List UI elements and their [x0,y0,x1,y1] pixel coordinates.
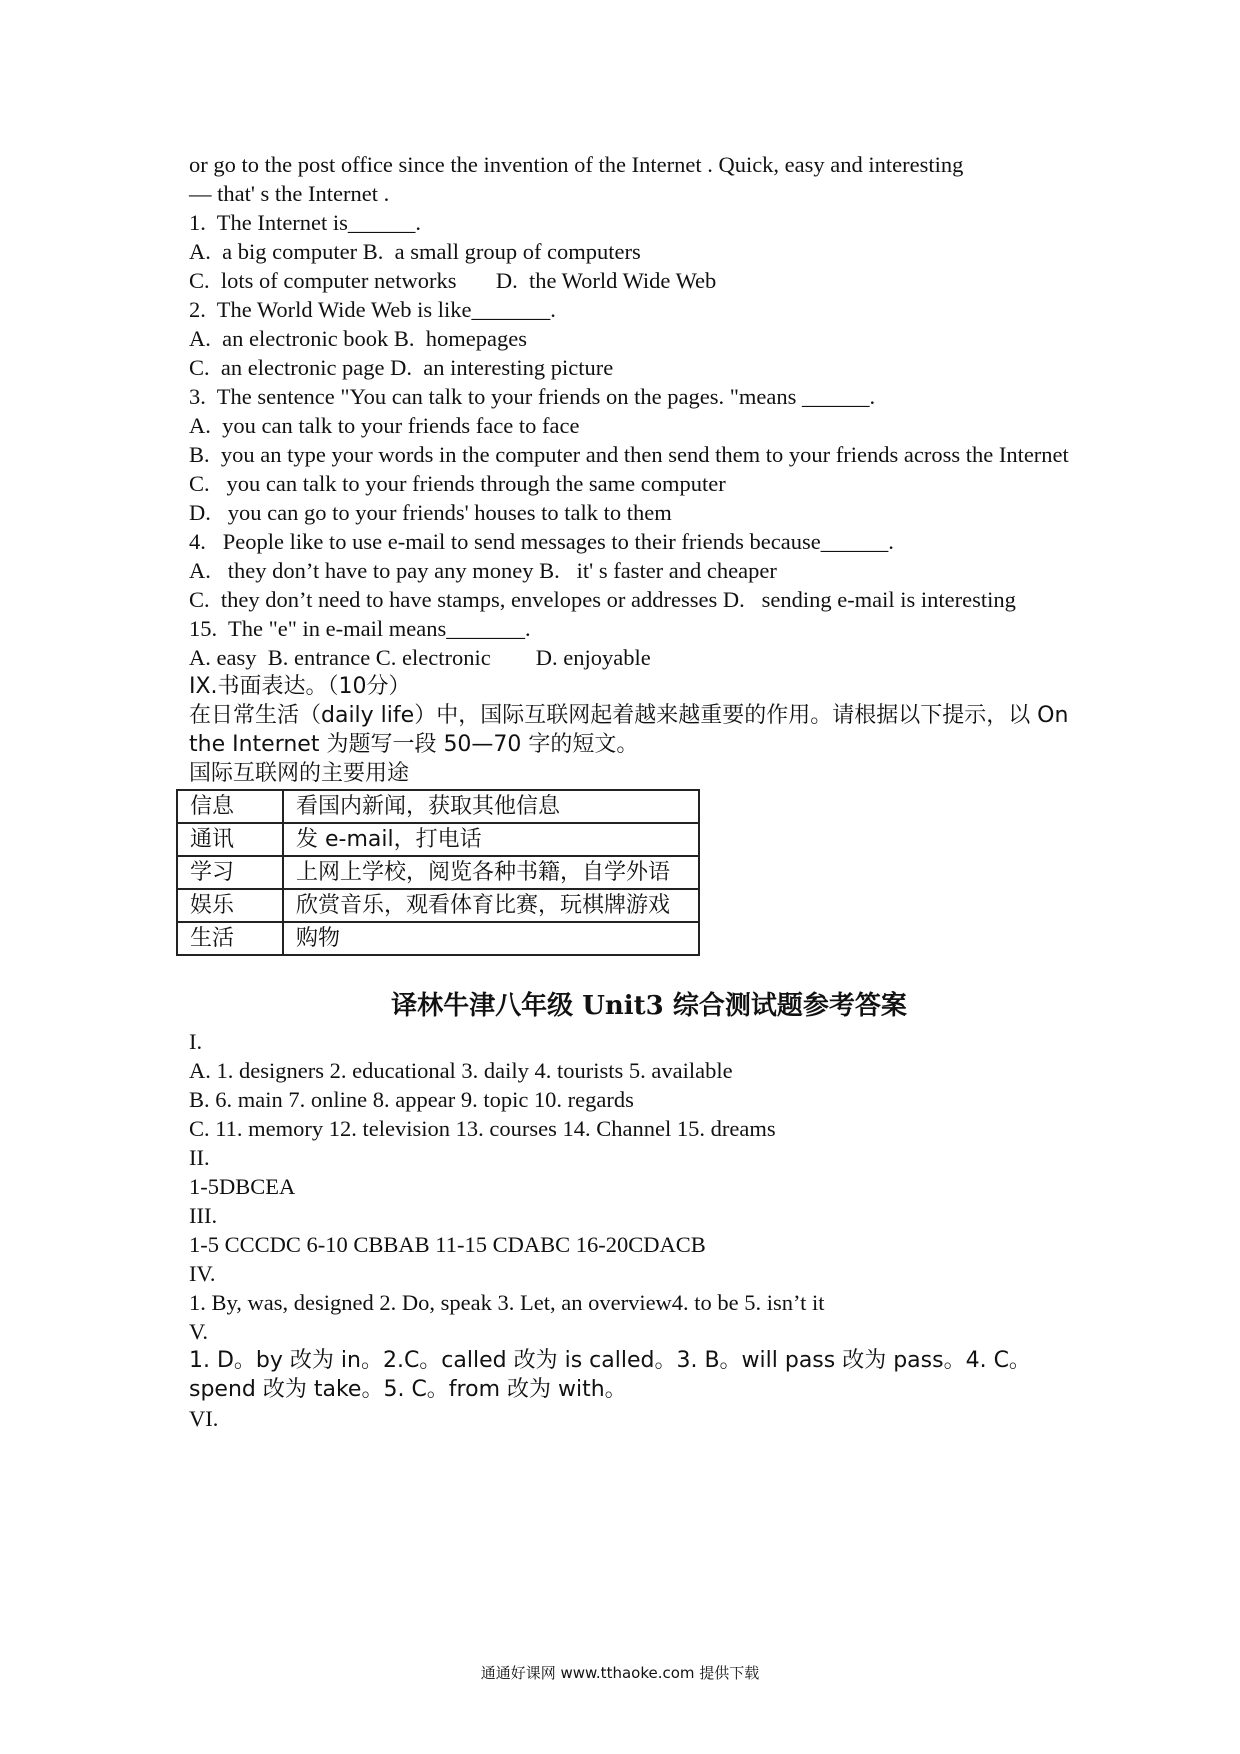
reading-questions [189,208,1069,672]
table-row [177,823,699,856]
passage-line: or go to the post office since the invention of the Internet . Quick, easy and interesting [189,152,964,177]
answer-line: A. 1. designers 2. educational 3. daily 4. tourists 5. available [189,1058,733,1083]
answer-line: V. [189,1319,208,1344]
table-row [177,856,699,889]
question-line: A. a big computer B. a small group of computers [189,239,641,264]
question-line: 2. The World Wide Web is like_______. [189,297,556,322]
table-cell-category: 学习 [177,856,283,889]
table-cell-category: 通讯 [177,823,283,856]
answer-line: B. 6. main 7. online 8. appear 9. topic 10. regards [189,1087,634,1112]
question-line: C. they don’t need to have stamps, envelopes or addresses D. sending e-mail is interesting [189,587,1016,612]
question-line: A. you can talk to your friends face to face [189,413,580,438]
table-row [177,790,699,823]
question-line: A. an electronic book B. homepages [189,326,528,351]
question-line: 4. People like to use e-mail to send messages to their friends because______. [189,529,894,554]
passage-line: — that' s the Internet . [189,181,390,206]
answer-key-title: 译林牛津八年级 Unit3 综合测试题参考答案 [391,991,907,1021]
table-row [177,922,699,955]
question-line: B. you an type your words in the computer and then send them to your friends across the Internet [189,442,1069,467]
writing-section [189,672,1076,956]
answer-key [189,1027,1069,1433]
question-line: 3. The sentence "You can talk to your friends on the pages. "means ______. [189,384,876,409]
table-cell-detail: 看国内新闻，获取其他信息 [283,790,699,823]
answer-line: 1. D。by 改为 in。2.C。called 改为 is called。3. B。will pass 改为 pass。4. C。spend 改为 take。5. C。from 改为 with。 [189,1348,1031,1402]
answer-line: I. [189,1029,203,1054]
question-line: C. you can talk to your friends through the same computer [189,471,726,496]
writing-prompt: 在日常生活（daily life）中，国际互联网起着越来越重要的作用。请根据以下提示，以 On the Internet 为题写一段 50—70 字的短文。 [189,703,1076,757]
table-row [177,889,699,922]
question-line: 1. The Internet is______. [189,210,422,235]
question-line: A. easy B. entrance C. electronic D. enjoyable [189,645,651,670]
question-line: C. an electronic page D. an interesting picture [189,355,614,380]
answer-line: 1-5DBCEA [189,1174,296,1199]
answer-line: VI. [189,1406,219,1431]
page-footer: 通通好课网 www.tthaoke.com 提供下载 [480,1664,760,1682]
table-cell-detail: 发 e-mail，打电话 [283,823,699,856]
answer-line: 1-5 CCCDC 6-10 CBBAB 11-15 CDABC 16-20CDACB [189,1232,706,1257]
table-cell-category: 娱乐 [177,889,283,922]
question-line: 15. The "e" in e-mail means_______. [189,616,531,641]
answer-line: C. 11. memory 12. television 13. courses 14. Channel 15. dreams [189,1116,776,1141]
section-heading: IX.书面表达。（10分） [189,674,411,699]
answer-line: IV. [189,1261,216,1286]
table-cell-detail: 上网上学校，阅览各种书籍，自学外语 [283,856,699,889]
answer-line: II. [189,1145,210,1170]
table-caption: 国际互联网的主要用途 [189,761,410,786]
answer-line: III. [189,1203,218,1228]
document-body [189,150,1076,1433]
question-line: C. lots of computer networks D. the World Wide Web [189,268,717,293]
table-cell-detail: 购物 [283,922,699,955]
table-cell-category: 生活 [177,922,283,955]
table-cell-detail: 欣赏音乐，观看体育比赛，玩棋牌游戏 [283,889,699,922]
question-line: D. you can go to your friends' houses to talk to them [189,500,672,525]
question-line: A. they don’t have to pay any money B. it' s faster and cheaper [189,558,777,583]
internet-uses-table [176,789,700,956]
table-cell-category: 信息 [177,790,283,823]
answer-line: 1. By, was, designed 2. Do, speak 3. Let, an overview4. to be 5. isn’t it [189,1290,825,1315]
